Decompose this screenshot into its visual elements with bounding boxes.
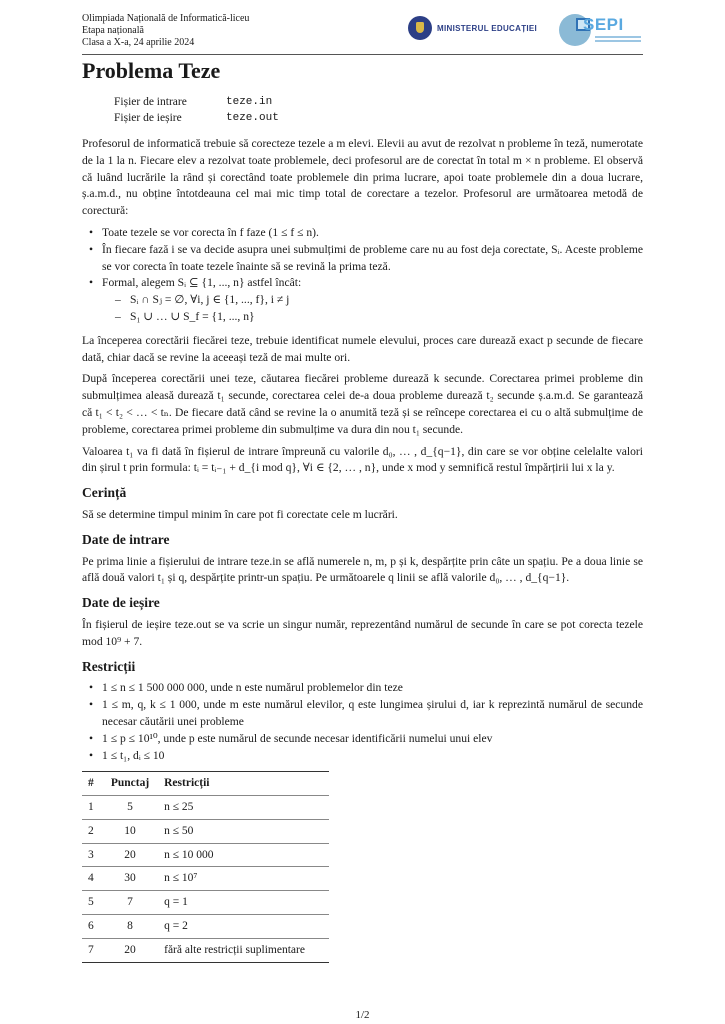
table-header-row [82, 772, 329, 796]
cell-restriction: q = 2 [158, 915, 329, 939]
column-header-index: # [82, 772, 102, 796]
cell-index: 6 [82, 915, 102, 939]
restrictions-list [82, 680, 643, 764]
column-header-restrictions: Restricții [158, 772, 329, 796]
table-row [82, 819, 329, 843]
section-title-restrictions: Restricții [82, 658, 136, 674]
cell-restriction: n ≤ 10⁷ [158, 867, 329, 891]
cell-restriction: n ≤ 50 [158, 819, 329, 843]
cell-restriction: fără alte restricții suplimentare [158, 938, 329, 962]
sepi-logo [559, 14, 641, 48]
cell-score: 20 [102, 938, 158, 962]
cell-score: 10 [102, 819, 158, 843]
document-page [82, 0, 643, 956]
contest-stage: Etapa națională [82, 25, 144, 36]
formal-conditions [108, 292, 643, 326]
contest-class-date: Clasa a X-a, 24 aprilie 2024 [82, 37, 195, 48]
timing-paragraph: După începerea corectării unei teze, căutarea fiecărei probleme durează k secunde. Corectarea primei probleme din submulțimea aleasă durează t₁ secunde, corectarea celei de-a doua probleme durează t₂ secunde ș.a.m.d. Se garantează că t₁ < t₂ < … < tₙ. De fiecare dată când se revine la o anumită teză și se reîncepe corectarea ei cu o altă submulțime de probleme, corectarea primei probleme din submulțime va dura din nou t₁ secunde. [82, 372, 643, 436]
ministry-logo [408, 16, 537, 40]
method-list [82, 225, 643, 326]
output-text: În fișierul de ieșire teze.out se va scrie un singur număr, reprezentând numărul de secunde în care se pot corecta tezele mod 10⁹ + 7. [82, 617, 643, 648]
sepi-subtitle [595, 36, 641, 38]
cell-index: 4 [82, 867, 102, 891]
page-title: Problema Teze [82, 58, 221, 83]
method-item: • În fiecare fază i se va decide asupra unei submulțimi de probleme care nu au fost deja corectate, Sᵢ. Aceste probleme se vor corecta în toate tezele înainte să se revină la prima teză. [102, 242, 643, 276]
section-title-cerinta: Cerință [82, 485, 127, 501]
cell-score: 5 [102, 796, 158, 820]
file-info [114, 94, 279, 126]
column-header-score: Punctaj [102, 772, 158, 796]
restriction-item: • 1 ≤ n ≤ 1 500 000 000, unde n este numărul problemelor din teze [102, 680, 643, 697]
problem-body [82, 136, 643, 963]
input-file-name: teze.in [226, 96, 273, 108]
section-title-output: Date de ieșire [82, 595, 160, 611]
method-item: • Toate tezele se vor corecta în f faze (1 ≤ f ≤ n). [102, 225, 643, 242]
table-row [82, 891, 329, 915]
table-row [82, 796, 329, 820]
ministry-label: MINISTERUL EDUCAȚIEI [437, 23, 538, 33]
output-file-name: teze.out [226, 112, 279, 124]
contest-name: Olimpiada Națională de Informatică-liceu [82, 13, 250, 24]
cell-index: 3 [82, 843, 102, 867]
cell-index: 5 [82, 891, 102, 915]
sepi-label: SEPI [583, 15, 624, 34]
table-row [82, 843, 329, 867]
table-row [82, 915, 329, 939]
cell-score: 7 [102, 891, 158, 915]
output-file-label: Fișier de ieșire [114, 112, 182, 124]
cell-score: 30 [102, 867, 158, 891]
identification-paragraph: La începerea corectării fiecărei teze, trebuie identificat numele elevului, proces care durează exact p secunde de fiecare dată, chiar dacă se revine la aceeași teză de mai multe ori. [82, 333, 643, 364]
intro-paragraph: Profesorul de informatică trebuie să corecteze tezele a m elevi. Elevii au avut de rezolvat n probleme în teză, numerotate de la 1 la n. Fiecare elev a rezolvat toate problemele, deci profesorul are de corectat în total m × n probleme. El observă că luând lucrările la rând și corectând toate problemele din prima lucrare, apoi toate problemele din a doua lucrare, ș.a.m.d., nu obține întotdeauna cel mai mic timp total de corectare a tezelor. Profesorul are următoarea metodă de corectură: [82, 137, 643, 218]
input-text: Pe prima linie a fișierului de intrare teze.in se află numerele n, m, p și k, despărțite prin câte un spațiu. Pe a doua linie se află două valori t₁ și q, despărțite printr-un spațiu. Pe următoarele q linii se află valorile d₀, … , d_{q−1}. [82, 554, 643, 585]
formula-paragraph: Valoarea t₁ va fi dată în fișierul de intrare împreună cu valorile d₀, … , d_{q−1}, din care se vor obține celelalte valori din șirul t prin formula: tᵢ = tᵢ₋₁ + d_{i mod q}, ∀i ∈ {2, … , n}, unde x mod y semnifică restul împărțirii lui x la y. [82, 444, 643, 475]
contest-info [82, 13, 249, 49]
table-row [82, 867, 329, 891]
cell-restriction: q = 1 [158, 891, 329, 915]
restriction-item: • 1 ≤ t₁, dᵢ ≤ 10 [102, 748, 643, 765]
page-number: 1/2 [355, 1009, 370, 1021]
coat-of-arms-icon [408, 16, 432, 40]
cell-index: 7 [82, 938, 102, 962]
cell-restriction: n ≤ 25 [158, 796, 329, 820]
page-header [82, 0, 643, 55]
cell-score: 8 [102, 915, 158, 939]
cell-index: 1 [82, 796, 102, 820]
method-item: • Formal, alegem Sᵢ ⊆ {1, ..., n} astfel încât: – Sᵢ ∩ Sⱼ = ∅, ∀i, j ∈ {1, ..., f}, i ≠ j – S₁ ∪ … ∪ S_f = {1, ..., n} [102, 275, 643, 325]
restriction-item: • 1 ≤ p ≤ 10¹⁰, unde p este numărul de secunde necesar identificării numelui unui elev [102, 731, 643, 748]
condition-item: – S₁ ∪ … ∪ S_f = {1, ..., n} [130, 309, 643, 326]
subtask-table [82, 771, 329, 962]
restriction-item: • 1 ≤ m, q, k ≤ 1 000, unde m este numărul elevilor, q este lungimea șirului d, iar k reprezintă numărul de secunde necesar căutării unei probleme [102, 697, 643, 731]
input-file-label: Fișier de intrare [114, 96, 187, 108]
cell-index: 2 [82, 819, 102, 843]
condition-item: – Sᵢ ∩ Sⱼ = ∅, ∀i, j ∈ {1, ..., f}, i ≠ j [130, 292, 643, 309]
table-row [82, 938, 329, 962]
cerinta-text: Să se determine timpul minim în care pot fi corectate cele m lucrări. [82, 507, 398, 521]
section-title-input: Date de intrare [82, 531, 170, 547]
cell-restriction: n ≤ 10 000 [158, 843, 329, 867]
cell-score: 20 [102, 843, 158, 867]
